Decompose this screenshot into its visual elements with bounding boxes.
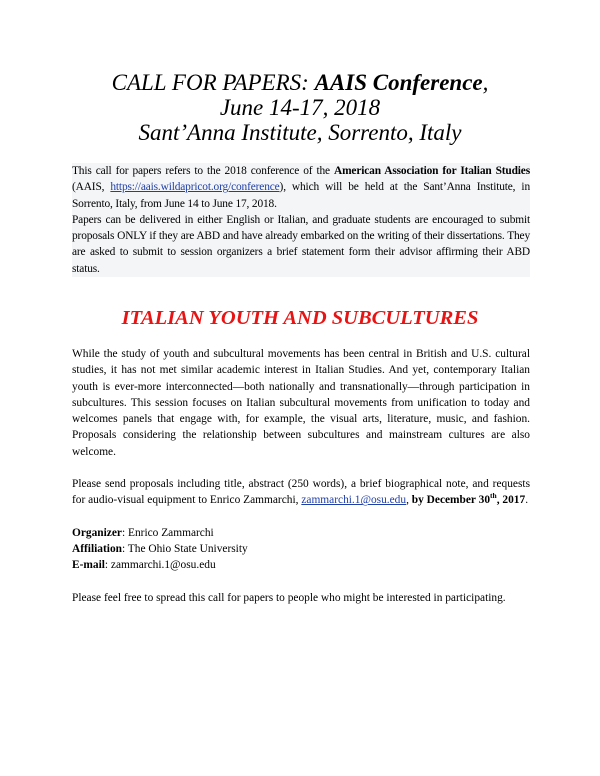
- session-title: ITALIAN YOUTH AND SUBCULTURES: [121, 307, 479, 329]
- conference-name: AAIS Conference: [314, 70, 483, 95]
- title-location: Sant’Anna Institute, Sorrento, Italy: [138, 120, 462, 145]
- intro-paragraph-2: Papers can be delivered in either English or Italian, and graduate students are encouraged to submit proposals ONLY if they are ABD and have already embarked on the writing of their dissertations. They are asked to submit to session organizers a brief statement form their advisor affirming their ABD status.: [72, 213, 530, 275]
- submission-paragraph: Please send proposals including title, abstract (250 words), a brief biographical note, and requests for audio-visual equipment to Enrico Zammarchi, zammarchi.1@osu.edu, by December 30th, 2017.: [72, 478, 530, 507]
- title-line-1: CALL FOR PAPERS: AAIS Conference,: [111, 70, 489, 95]
- closing-paragraph: Please feel free to spread this call for papers to people who might be interested in participating.: [72, 591, 506, 604]
- association-name: American Association for Italian Studies: [334, 165, 530, 177]
- title-dates: June 14-17, 2018: [219, 95, 381, 120]
- intro-paragraph-1: This call for papers refers to the 2018 conference of the American Association for Italian Studies (AAIS, https://aais.wildapricot.org/conference), which will be held at the Sant’Anna Institute, in Sorrento, Italy, from June 14 to June 17, 2018.: [72, 165, 530, 210]
- contact-block: [72, 525, 530, 574]
- deadline: by December 30th, 2017: [411, 491, 526, 507]
- description-paragraph: While the study of youth and subcultural movements has been central in British and U.S. cultural studies, it has not met similar academic interest in Italian Studies. And yet, contemporary Italian youth is ever-more interconnected—both nationally and transnationally—through participation in subcultures. This session focuses on Italian subcultural movements from unification to today and welcomes panels that engage with, for example, the visual arts, literature, music, and fashion. Proposals considering the relationship between subcultures and mainstream cultures are also welcome.: [72, 348, 530, 458]
- page-title: [0, 70, 600, 145]
- email-line: E-mail: zammarchi.1@osu.edu: [72, 559, 216, 572]
- affiliation-line: Affiliation: The Ohio State University: [72, 542, 248, 555]
- intro-section: [72, 163, 530, 277]
- organizer-line: Organizer: Enrico Zammarchi: [72, 526, 214, 539]
- conference-link[interactable]: https://aais.wildapricot.org/conference: [110, 181, 280, 194]
- session-body: [72, 346, 530, 622]
- email-link[interactable]: zammarchi.1@osu.edu: [301, 494, 407, 507]
